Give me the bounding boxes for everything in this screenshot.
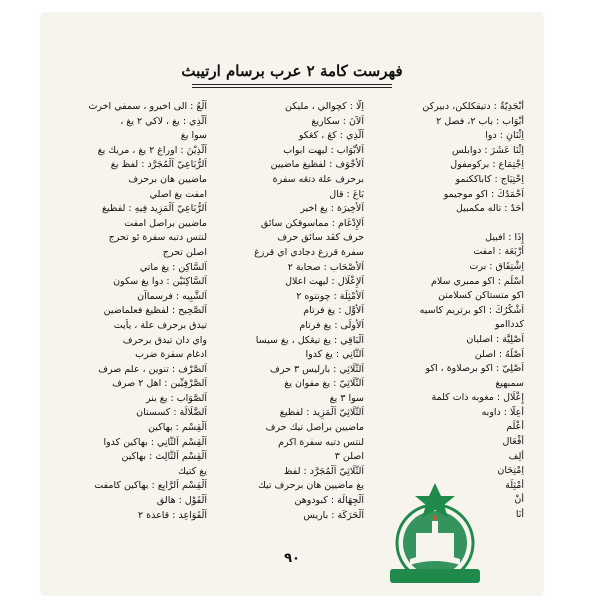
glossary-entry: اَلأَوَّل : يغ فرتام	[303, 305, 364, 317]
glossary-entry: اَلإِدْغَام : مماسوقكن سائق	[260, 217, 364, 229]
glossary-entry: اَلسَّاكِنَيْن : دوا يغ سكون	[113, 276, 207, 288]
glossary-entry: اَلثُّلَاثِيّ اَلْمُجَرَّد : لفظ	[283, 465, 364, 477]
page-title: فهرست كامة ٢ عرب برسام ارتيبث	[181, 62, 403, 80]
glossary-entry: اَلآنَ : سكاريغ	[311, 115, 364, 127]
glossary-entry: يغ كتيك	[178, 465, 207, 477]
glossary-entry: أَبْوَاب : باب ٢، فصل ٢	[436, 115, 524, 127]
glossary-entry: اَلضَّلَالَة : كسستان	[136, 407, 207, 419]
glossary-entry: امفت يغ اصلي	[149, 188, 207, 200]
glossary-entry: كدداامو	[494, 319, 524, 331]
glossary-entry: لنتس دتبه سفرة ئو تحرج	[108, 232, 207, 244]
glossary-entry: اكو متستاكن كسلامتن	[438, 290, 524, 302]
glossary-entry: اَلصَّحِيح : لفظيغ فعلماضين	[103, 305, 207, 317]
glossary-entry: اصلن ٣	[334, 451, 364, 463]
glossary-entry: أَنْ	[514, 494, 524, 506]
glossary-entry: اَلْبَاقِي : يغ تيڠكل ، يغ سيسا	[255, 334, 364, 346]
book-page	[42, 14, 542, 594]
glossary-entry: اَصْلُهُ : اصلن	[474, 348, 524, 360]
glossary-entry: اِجْتِمَاع : بركومفول	[450, 159, 524, 171]
page-number: ٩٠	[284, 551, 300, 566]
glossary-entry: أَلِف	[508, 450, 524, 462]
glossary-entry: اَلْحَرَكَة : باريس	[303, 509, 364, 521]
glossary-entry: أَبْجَدِيّةٌ : دتيقكلكن، دبيركن	[422, 101, 524, 112]
glossary-entry: أَسْلَم : اكو ممبري سلام	[430, 275, 524, 287]
glossary-entry: اِلَّا : كچوالي ، مليكن	[285, 101, 364, 112]
glossary-entry: اَلثَّلَاثِي : بارليس ٣ حرف	[270, 363, 364, 375]
glossary-entry: ادغام سفرة ضرب	[135, 349, 207, 361]
glossary-entry: اَلأَبْوَاب : ليهت ابواب	[283, 144, 364, 156]
glossary-entry: أَفْعَال	[502, 436, 524, 448]
glossary-entry: اصلن تحرج	[162, 246, 207, 258]
glossary-entry: أَرْبَعَة : امفت	[473, 246, 524, 258]
glossary-entry: اَلصَّوَاب : يغ بنر	[146, 392, 207, 404]
glossary-entry: اَلسَّاكِن : يغ ماتي	[139, 261, 207, 273]
glossary-entry: اَلصَّرْفِيِّين : اهل ٢ صرف	[112, 378, 207, 390]
glossary-entry: اِثْنَانِ : دوا	[485, 130, 524, 142]
glossary-entry: ماضيين براصل امفت	[124, 217, 207, 229]
glossary-entry: أَحَدٌ : تاله مكمبيل	[455, 203, 524, 215]
glossary-entry: أَعِلَّا : داوبه	[481, 406, 524, 418]
glossary-entry: اَلَّذِي : كڠ ، كڠكو	[298, 130, 364, 142]
glossary-entry: بَاعَ : قال	[329, 188, 364, 200]
glossary-entry: اَلأَخِيرَة : يغ اخير	[300, 203, 364, 215]
glossary-entry: اِمْتِحَان	[497, 465, 524, 477]
glossary-entry: اَلْقِسْم اَلثَّالِث : بهاكين	[121, 451, 207, 463]
glossary-entry: اِحْتِيَاج : كاباككنمو	[455, 173, 524, 185]
glossary-entry: اَلأُولَى : يغ فرتام	[299, 319, 364, 331]
glossary-column-middle	[224, 100, 364, 523]
glossary-entry: ماضيين براصل تيك حرف	[265, 422, 364, 434]
glossary-entry: اَلْقِسْم : بهاكين	[148, 422, 207, 434]
glossary-entry: أَنَا	[515, 509, 524, 521]
glossary-entry: تيدق برحرف علة ، يأيت	[113, 319, 207, 331]
glossary-entry: اَحْمَدُكَ : اكو موجيمو	[443, 188, 524, 200]
glossary-entry: اِثْنَا عَشَرَ : دوابلس	[451, 144, 524, 156]
glossary-entry: سمبهيغ	[495, 377, 524, 389]
glossary-entry: اَصْلِيَّة : اصليان	[466, 333, 524, 345]
glossary-entry: اَلصَّرْف : تنوين ، علم صرف	[98, 363, 207, 375]
glossary-entry: اَلأَمْثِلَة : چونتوه ٢	[296, 290, 364, 302]
glossary-entry: اَلْجِهَالَة : كبودوهن	[294, 495, 364, 507]
glossary-entry: اِشْتِقَاق : برت	[469, 260, 524, 272]
glossary-column-left	[67, 100, 207, 523]
glossary-entry: اَلْعُ : الى اخيرو ، سمفي اخرث	[88, 101, 207, 112]
glossary-entry: إِذَا : افبيل	[485, 231, 524, 243]
glossary-entry: اَلْقَوَاعِد : قاعدة ٢	[138, 509, 207, 521]
glossary-entry: اَلشَّبِيه : فرسماآن	[137, 290, 207, 302]
glossary-entry: اَلأَجْوَف : لفظيغ ماضيين	[270, 159, 364, 171]
glossary-entry: اَلَّذِيْنَ : اوراغ ٢ يغ ، مريك يغ	[97, 144, 207, 156]
glossary-entry: ماضيين هان برحرف	[128, 173, 207, 185]
glossary-entry: اَلثَّانِي : يغ كدوا	[305, 349, 364, 361]
glossary-entry	[384, 217, 524, 224]
glossary-entry: واي دان تيدق برحرف	[122, 334, 207, 346]
glossary-entry: اَلإِعْلَال : ليهت اعلال	[285, 276, 364, 288]
glossary-entry	[384, 224, 524, 231]
glossary-entry: برحرف علة دتڠه سفرة	[272, 173, 364, 185]
glossary-entry: سوا ٣ يغ	[329, 392, 364, 404]
glossary-entry: اَلرُّبَاعِيّ اَلْمَزِيد فِيهِ : لفظيغ	[102, 203, 207, 215]
glossary-entry: اَلْقِسْم اَلثَّانِي : بهاكين كدوا	[103, 436, 207, 448]
glossary-entry: حرف كڤد سائق حرف	[277, 232, 364, 244]
glossary-entry: اَصْلِيّ : اكو برصلاوة ، اكو	[425, 363, 524, 375]
library-logo-stamp	[380, 481, 490, 597]
glossary-entry: اَلْقَوْل : هالق	[156, 495, 207, 507]
glossary-entry: لنتس دتبه سفرة اكرم	[278, 436, 364, 448]
title-underline	[192, 84, 392, 85]
glossary-entry: اَشْكُرُكَ : اكو برتريم كاسيه	[419, 304, 524, 316]
glossary-entry: اَلَّذِي : يغ ، لاكي ٢ يغ ،	[120, 115, 207, 127]
glossary-entry: أَمْثِلَة	[505, 479, 524, 491]
glossary-entry: اَلأَصْحَاب : صحابة ٢	[287, 261, 364, 273]
glossary-entry: اَلْقِسْم اَلرَّابِع : بهاكين كامفت	[94, 480, 207, 492]
glossary-entry: اَلثُّلَاثِيّ اَلْمَزِيد : لفظيغ	[279, 407, 364, 419]
glossary-entry: اَلرُّبَاعِيّ اَلْمُجَرَّد : لفظ يغ	[110, 159, 207, 171]
glossary-entry: سوا يغ	[180, 130, 207, 142]
glossary-entry: سفرة قرزغ دجادي اي قرزغ	[254, 246, 364, 258]
glossary-entry: أَعْلَم	[506, 421, 524, 433]
glossary-column-right	[384, 100, 524, 523]
glossary-entry: إِعْلَال : مغوبه ذات كلمة	[431, 392, 524, 404]
title-underline-second	[192, 87, 392, 88]
glossary-entry: اَلثَّلَاثِيّ : يغ مفوان يغ	[284, 378, 364, 390]
glossary-entry: يغ ماضيين هان برحرف تيك	[257, 480, 364, 492]
